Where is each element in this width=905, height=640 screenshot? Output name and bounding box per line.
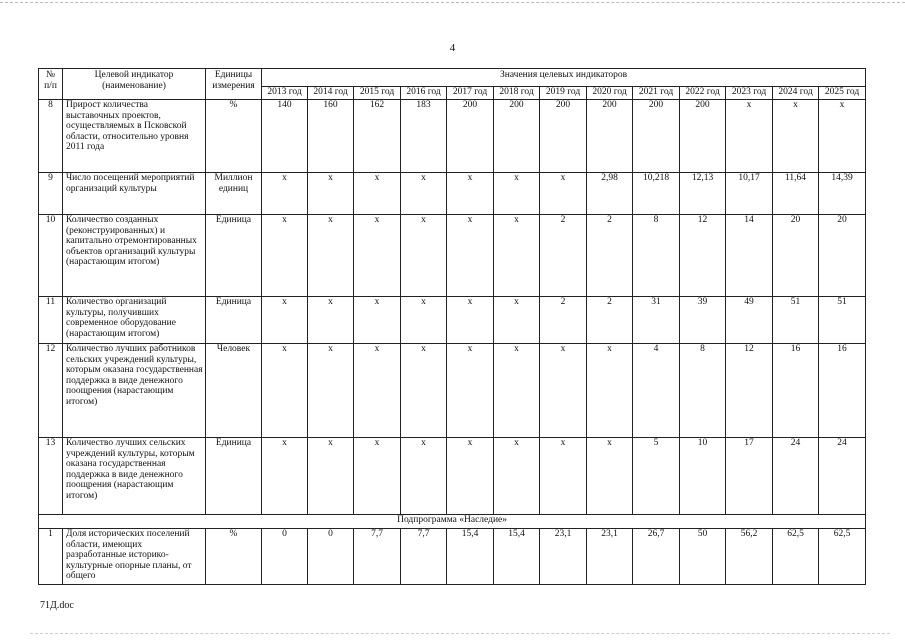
value-cell: х <box>308 215 354 297</box>
value-cell: х <box>494 344 540 438</box>
value-cell: 10 <box>680 438 726 515</box>
value-cell: 2 <box>587 215 633 297</box>
header-num: № п/п <box>39 69 63 100</box>
value-cell: 20 <box>773 215 819 297</box>
value-cell: х <box>540 344 587 438</box>
indicator-name: Количество созданных (реконструированных) и капитально отремонтированных объектов организаций культуры (нарастающим итогом) <box>63 215 206 297</box>
unit-cell: Единица <box>206 297 262 344</box>
value-cell: х <box>540 438 587 515</box>
value-cell: х <box>354 215 401 297</box>
value-cell: х <box>262 438 308 515</box>
table-body <box>39 100 866 585</box>
header-values-group: Значения целевых индикаторов <box>262 69 866 87</box>
value-cell: 200 <box>680 100 726 173</box>
value-cell: 26,7 <box>633 529 680 585</box>
value-cell: х <box>494 297 540 344</box>
value-cell: 12 <box>680 215 726 297</box>
footer-filename: 71Д.doc <box>40 600 74 611</box>
value-cell: х <box>587 344 633 438</box>
value-cell: х <box>401 173 447 215</box>
value-cell: 183 <box>401 100 447 173</box>
value-cell: 200 <box>447 100 494 173</box>
value-cell: 200 <box>540 100 587 173</box>
indicator-name: Прирост количества выставочных проектов, осуществляемых в Псковской области, относительно уровня 2011 года <box>63 100 206 173</box>
header-year: 2016 год <box>401 87 447 100</box>
row-number: 12 <box>39 344 63 438</box>
unit-cell: Единица <box>206 438 262 515</box>
row-number: 10 <box>39 215 63 297</box>
value-cell: 23,1 <box>540 529 587 585</box>
indicator-name: Количество лучших сельских учреждений культуры, которым оказана государственная поддержка в виде денежного поощрения (нарастающим итогом) <box>63 438 206 515</box>
header-year: 2017 год <box>447 87 494 100</box>
value-cell: х <box>447 438 494 515</box>
table-row <box>39 173 866 215</box>
value-cell: 10,218 <box>633 173 680 215</box>
value-cell: х <box>354 438 401 515</box>
value-cell: х <box>447 215 494 297</box>
value-cell: х <box>262 344 308 438</box>
value-cell: 160 <box>308 100 354 173</box>
section-row <box>39 515 866 529</box>
value-cell: 8 <box>633 215 680 297</box>
header-year: 2014 год <box>308 87 354 100</box>
table-row <box>39 344 866 438</box>
header-year: 2019 год <box>540 87 587 100</box>
value-cell: х <box>401 344 447 438</box>
table-row <box>39 100 866 173</box>
header-year: 2022 год <box>680 87 726 100</box>
value-cell: 31 <box>633 297 680 344</box>
header-year: 2023 год <box>726 87 773 100</box>
value-cell: 62,5 <box>819 529 866 585</box>
value-cell: 24 <box>773 438 819 515</box>
value-cell: 17 <box>726 438 773 515</box>
value-cell: 2 <box>540 215 587 297</box>
value-cell: 23,1 <box>587 529 633 585</box>
value-cell: х <box>726 100 773 173</box>
section-title: Подпрограмма «Наследие» <box>39 515 866 529</box>
value-cell: 10,17 <box>726 173 773 215</box>
scan-edge-top <box>0 2 905 3</box>
row-number: 11 <box>39 297 63 344</box>
unit-cell: Единица <box>206 215 262 297</box>
header-year: 2021 год <box>633 87 680 100</box>
indicator-name: Количество организаций культуры, получивших современное оборудование (нарастающим итогом) <box>63 297 206 344</box>
value-cell: 7,7 <box>401 529 447 585</box>
unit-cell: % <box>206 529 262 585</box>
value-cell: 0 <box>262 529 308 585</box>
value-cell: 11,64 <box>773 173 819 215</box>
value-cell: 8 <box>680 344 726 438</box>
value-cell: 39 <box>680 297 726 344</box>
value-cell: х <box>262 297 308 344</box>
value-cell: 62,5 <box>773 529 819 585</box>
target-indicators-table <box>38 68 866 585</box>
row-number: 1 <box>39 529 63 585</box>
value-cell: 51 <box>819 297 866 344</box>
value-cell: х <box>447 344 494 438</box>
value-cell: х <box>447 173 494 215</box>
row-number: 9 <box>39 173 63 215</box>
header-year: 2025 год <box>819 87 866 100</box>
header-unit: Единицы измерения <box>206 69 262 100</box>
value-cell: 16 <box>773 344 819 438</box>
row-number: 13 <box>39 438 63 515</box>
value-cell: х <box>773 100 819 173</box>
value-cell: 200 <box>494 100 540 173</box>
value-cell: 140 <box>262 100 308 173</box>
value-cell: х <box>308 438 354 515</box>
value-cell: х <box>494 173 540 215</box>
value-cell: 2,98 <box>587 173 633 215</box>
value-cell: 24 <box>819 438 866 515</box>
page-number: 4 <box>449 42 456 54</box>
value-cell: 5 <box>633 438 680 515</box>
value-cell: 7,7 <box>354 529 401 585</box>
value-cell: х <box>401 215 447 297</box>
indicator-name: Число посещений мероприятий организаций культуры <box>63 173 206 215</box>
value-cell: 20 <box>819 215 866 297</box>
header-year: 2015 год <box>354 87 401 100</box>
value-cell: 12,13 <box>680 173 726 215</box>
indicator-name: Доля исторических поселений области, имеющих разработанные историко-культурные опорные планы, от общего <box>63 529 206 585</box>
value-cell: 12 <box>726 344 773 438</box>
value-cell: х <box>494 215 540 297</box>
header-row-1 <box>39 69 866 87</box>
value-cell: х <box>262 215 308 297</box>
value-cell: х <box>401 438 447 515</box>
table-row <box>39 529 866 585</box>
value-cell: 2 <box>540 297 587 344</box>
unit-cell: % <box>206 100 262 173</box>
value-cell: х <box>354 173 401 215</box>
value-cell: 56,2 <box>726 529 773 585</box>
value-cell: х <box>354 297 401 344</box>
value-cell: х <box>540 173 587 215</box>
value-cell: х <box>354 344 401 438</box>
table-row <box>39 297 866 344</box>
table-row <box>39 438 866 515</box>
value-cell: 51 <box>773 297 819 344</box>
header-year: 2024 год <box>773 87 819 100</box>
value-cell: 15,4 <box>447 529 494 585</box>
value-cell: 162 <box>354 100 401 173</box>
value-cell: 200 <box>633 100 680 173</box>
value-cell: х <box>587 438 633 515</box>
value-cell: 2 <box>587 297 633 344</box>
header-indicator: Целевой индикатор (наименование) <box>63 69 206 100</box>
header-year: 2020 год <box>587 87 633 100</box>
value-cell: 50 <box>680 529 726 585</box>
indicator-name: Количество лучших работников сельских учреждений культуры, которым оказана государственная поддержка в виде денежного поощрения (нарастающим итогом) <box>63 344 206 438</box>
scan-edge-bottom <box>30 633 890 634</box>
value-cell: 0 <box>308 529 354 585</box>
value-cell: 200 <box>587 100 633 173</box>
value-cell: х <box>308 344 354 438</box>
value-cell: х <box>308 173 354 215</box>
value-cell: х <box>262 173 308 215</box>
value-cell: 4 <box>633 344 680 438</box>
value-cell: х <box>401 297 447 344</box>
value-cell: х <box>494 438 540 515</box>
unit-cell: Миллион единиц <box>206 173 262 215</box>
value-cell: 14 <box>726 215 773 297</box>
unit-cell: Человек <box>206 344 262 438</box>
header-year: 2018 год <box>494 87 540 100</box>
row-number: 8 <box>39 100 63 173</box>
value-cell: х <box>819 100 866 173</box>
value-cell: 14,39 <box>819 173 866 215</box>
value-cell: 16 <box>819 344 866 438</box>
value-cell: х <box>308 297 354 344</box>
header-year: 2013 год <box>262 87 308 100</box>
value-cell: 49 <box>726 297 773 344</box>
value-cell: 15,4 <box>494 529 540 585</box>
value-cell: х <box>447 297 494 344</box>
table-row <box>39 215 866 297</box>
